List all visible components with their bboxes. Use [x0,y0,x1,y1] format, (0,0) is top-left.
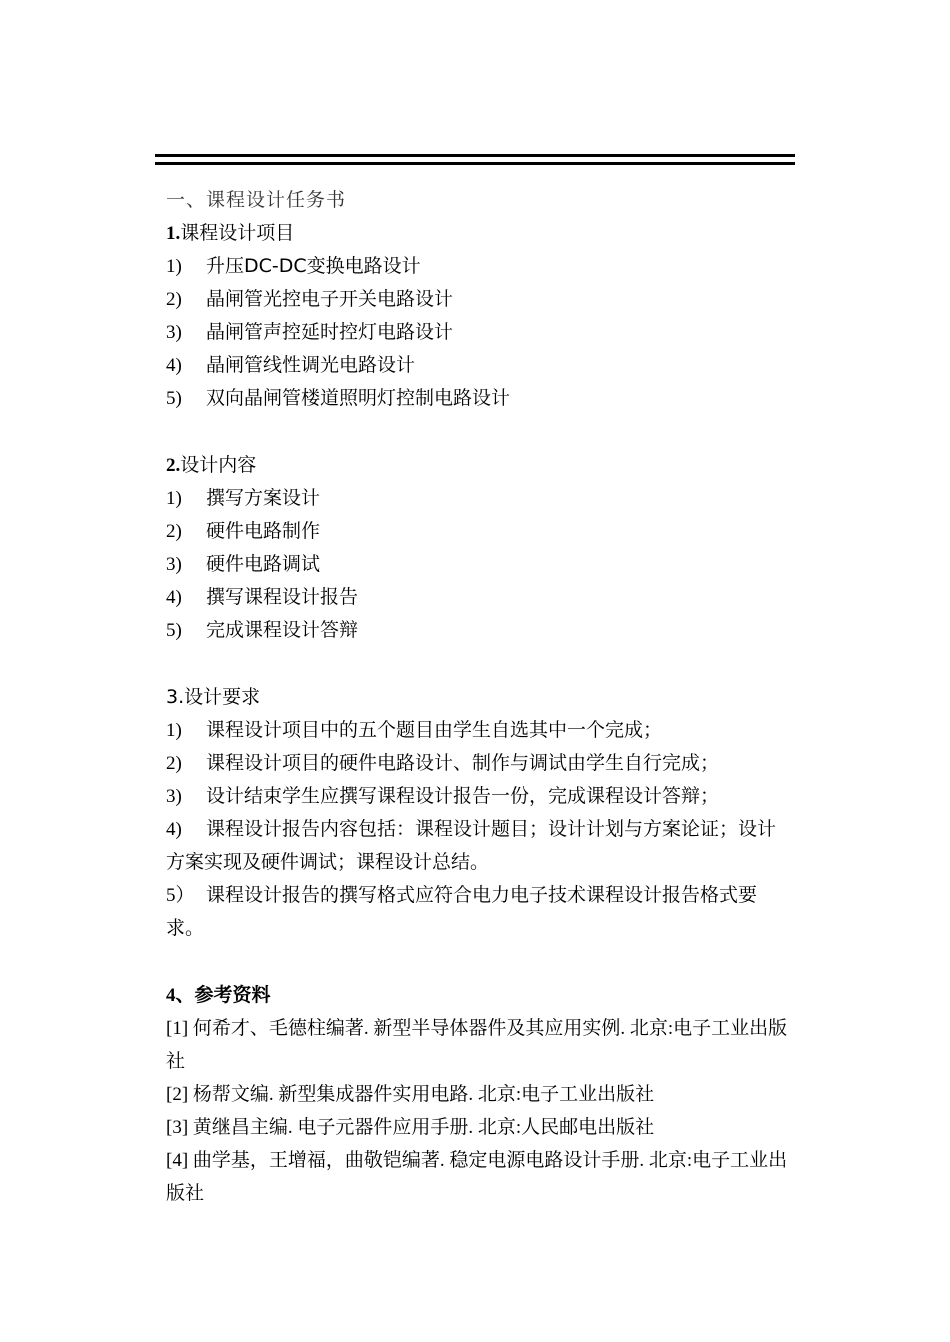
item-num: 3) [166,322,182,343]
item-text: 硬件电路调试 [206,553,321,575]
item-text: 晶闸管声控延时控灯电路设计 [206,321,454,343]
reference-item: [3] 黄继昌主编. 电子元器件应用手册. 北京:人民邮电出版社 [166,1117,655,1138]
list-item [166,283,791,316]
content-heading [166,449,791,482]
header-rule-top [155,154,795,157]
references-heading: 4、参考资料 [166,985,271,1006]
item-text: 双向晶闸管楼道照明灯控制电路设计 [206,387,511,409]
item-text: 完成课程设计答辩 [206,619,359,641]
item-num: 1) [166,488,182,509]
item-text: 撰写课程设计报告 [206,586,359,608]
item-num: 3) [166,554,182,575]
header-rule-bottom [155,162,795,165]
list-item [166,747,791,780]
item-num: 4) [166,587,182,608]
item-num: 4) [166,819,182,840]
spacer [166,415,791,449]
list-item [166,382,791,415]
item-text: 课程设计项目的硬件电路设计、制作与调试由学生自行完成； [206,752,720,774]
item-num: 5) [166,620,182,641]
item-text: 硬件电路制作 [206,520,321,542]
item-text: 课程设计报告内容包括：课程设计题目；设计计划与方案论证；设计方案实现及硬件调试；课程设计总结。 [166,818,777,873]
item-num: 3) [166,786,182,807]
list-item [166,614,791,647]
projects-heading [166,217,791,250]
item-text: 设计结束学生应撰写课程设计报告一份，完成课程设计答辩； [206,785,720,807]
list-item [166,548,791,581]
requirements-heading: 3.设计要求 [166,686,261,708]
item-num: 1) [166,256,182,277]
item-num: 5） [166,885,195,906]
item-text: 课程设计项目中的五个题目由学生自选其中一个完成； [206,719,663,741]
list-item [166,813,791,879]
reference-item: [2] 杨帮文编. 新型集成器件实用电路. 北京:电子工业出版社 [166,1084,655,1105]
item-text: 升压DC-DC变换电路设计 [206,255,421,277]
item-num: 2) [166,289,182,310]
list-item [166,879,791,945]
content-heading-num: 2. [166,455,181,476]
projects-heading-num: 1. [166,223,181,244]
item-num: 1) [166,720,182,741]
list-item [166,714,791,747]
list-item [166,250,791,283]
content-heading-text: 设计内容 [180,454,257,476]
section-title: 一、课程设计任务书 [166,189,347,211]
item-text: 撰写方案设计 [206,487,321,509]
spacer [166,945,791,979]
item-text: 晶闸管光控电子开关电路设计 [206,288,454,310]
reference-item: [1] 何希才、毛德柱编著. 新型半导体器件及其应用实例. 北京:电子工业出版社 [166,1018,788,1072]
item-text: 晶闸管线性调光电路设计 [206,354,416,376]
item-num: 2) [166,521,182,542]
item-num: 2) [166,753,182,774]
list-item [166,780,791,813]
list-item [166,581,791,614]
list-item [166,515,791,548]
list-item [166,349,791,382]
item-num: 5) [166,388,182,409]
list-item [166,316,791,349]
reference-item: [4] 曲学基，王增福，曲敬铠编著. 稳定电源电路设计手册. 北京:电子工业出版社 [166,1150,788,1204]
projects-heading-text: 课程设计项目 [180,222,295,244]
item-text: 课程设计报告的撰写格式应符合电力电子技术课程设计报告格式要求。 [166,884,758,939]
list-item [166,482,791,515]
spacer [166,647,791,681]
document-body [166,184,791,1210]
item-num: 4) [166,355,182,376]
